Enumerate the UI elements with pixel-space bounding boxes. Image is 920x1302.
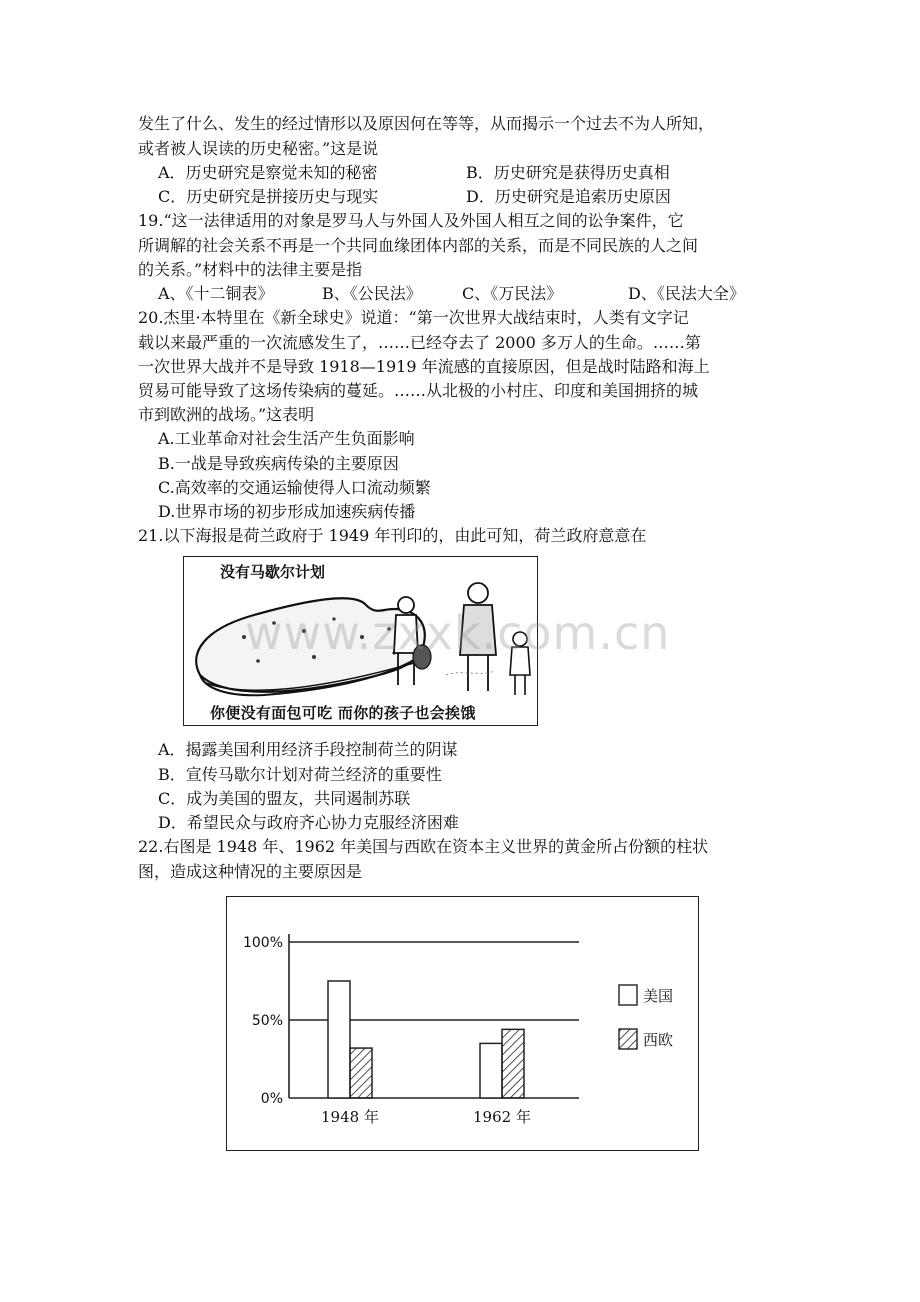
q22-line2: 图，造成这种情况的主要原因是 bbox=[138, 862, 363, 881]
q20-line1: 20.杰里·本特里在《新全球史》说道：“第一次世界大战结束时，人类有文字记 bbox=[138, 308, 689, 327]
q20-line5: 市到欧洲的战场。”这表明 bbox=[138, 405, 315, 424]
q20-option-c: C.高效率的交通运输使得人口流动频繁 bbox=[158, 478, 431, 497]
poster-top-caption: 没有马歇尔计划 bbox=[220, 563, 326, 581]
y-tick-label-0: 0% bbox=[260, 1091, 283, 1107]
q19-option-a: A、《十二铜表》 bbox=[158, 284, 274, 303]
q20-line3: 一次世界大战并不是导致 1918—1919 年流感的直接原因，但是战时陆路和海上 bbox=[138, 357, 710, 376]
q22-line1: 22.右图是 1948 年、1962 年美国与西欧在资本主义世界的黄金所占份额的柱状 bbox=[138, 837, 709, 856]
bar-美国-1948 年 bbox=[328, 981, 350, 1098]
watermark: www.zxxk.com.cn bbox=[245, 606, 671, 660]
q21-option-d: D．希望民众与政府齐心协力克服经济困难 bbox=[158, 813, 459, 832]
gold-share-chart bbox=[226, 896, 699, 1151]
bar-西欧-1948 年 bbox=[350, 1048, 372, 1098]
q21-option-a: A．揭露美国利用经济手段控制荷兰的阴谋 bbox=[158, 740, 458, 759]
x-tick-label-0: 1948 年 bbox=[321, 1108, 379, 1126]
q18-option-a: A．历史研究是察觉未知的秘密 bbox=[158, 163, 378, 182]
q21-option-b: B．宣传马歇尔计划对荷兰经济的重要性 bbox=[158, 765, 442, 784]
legend-label-0: 美国 bbox=[643, 987, 674, 1005]
q20-option-a: A.工业革命对社会生活产生负面影响 bbox=[158, 429, 415, 448]
q21-line1: 21.以下海报是荷兰政府于 1949 年刊印的，由此可知，荷兰政府意意在 bbox=[138, 526, 647, 545]
bar-西欧-1962 年 bbox=[502, 1029, 524, 1098]
bar-美国-1962 年 bbox=[480, 1043, 502, 1098]
poster-bottom-caption: 你便没有面包可吃 而你的孩子也会挨饿 bbox=[210, 704, 476, 722]
y-tick-label-1: 50% bbox=[251, 1013, 283, 1029]
x-tick-label-1: 1962 年 bbox=[473, 1108, 531, 1126]
q19-option-d: D、《民法大全》 bbox=[628, 284, 745, 303]
legend-swatch-1 bbox=[619, 1029, 637, 1049]
legend-swatch-0 bbox=[619, 985, 637, 1005]
q19-line2: 所调解的社会关系不再是一个共同血缘团体内部的关系，而是不同民族的人之间 bbox=[138, 236, 699, 255]
q19-option-c: C、《万民法》 bbox=[462, 284, 563, 303]
q20-line4: 贸易可能导致了这场传染病的蔓延。……从北极的小村庄、印度和美国拥挤的城 bbox=[138, 381, 699, 400]
q18-option-d: D．历史研究是追索历史原因 bbox=[466, 187, 671, 206]
legend-label-1: 西欧 bbox=[643, 1031, 674, 1049]
q19-option-b: B、《公民法》 bbox=[322, 284, 422, 303]
q19-line3: 的关系。”材料中的法律主要是指 bbox=[138, 260, 363, 279]
q18-line1: 发生了什么、发生的经过情形以及原因何在等等，从而揭示一个过去不为人所知， bbox=[138, 114, 715, 133]
q21-option-c: C．成为美国的盟友，共同遏制苏联 bbox=[158, 789, 411, 808]
gold-share-chart-svg bbox=[227, 897, 697, 1149]
q20-option-d: D.世界市场的初步形成加速疾病传播 bbox=[158, 502, 416, 521]
y-tick-label-2: 100% bbox=[242, 935, 283, 951]
q18-option-b: B．历史研究是获得历史真相 bbox=[466, 163, 670, 182]
q20-option-b: B.一战是导致疾病传染的主要原因 bbox=[158, 454, 399, 473]
q20-line2: 载以来最严重的一次流感发生了，……已经夺去了 2000 多万人的生命。……第 bbox=[138, 333, 701, 352]
q19-line1: 19.“这一法律适用的对象是罗马人与外国人及外国人相互之间的讼争案件，它 bbox=[138, 211, 684, 230]
q18-option-c: C．历史研究是拼接历史与现实 bbox=[158, 187, 379, 206]
q18-line2: 或者被人误读的历史秘密。”这是说 bbox=[138, 139, 379, 158]
